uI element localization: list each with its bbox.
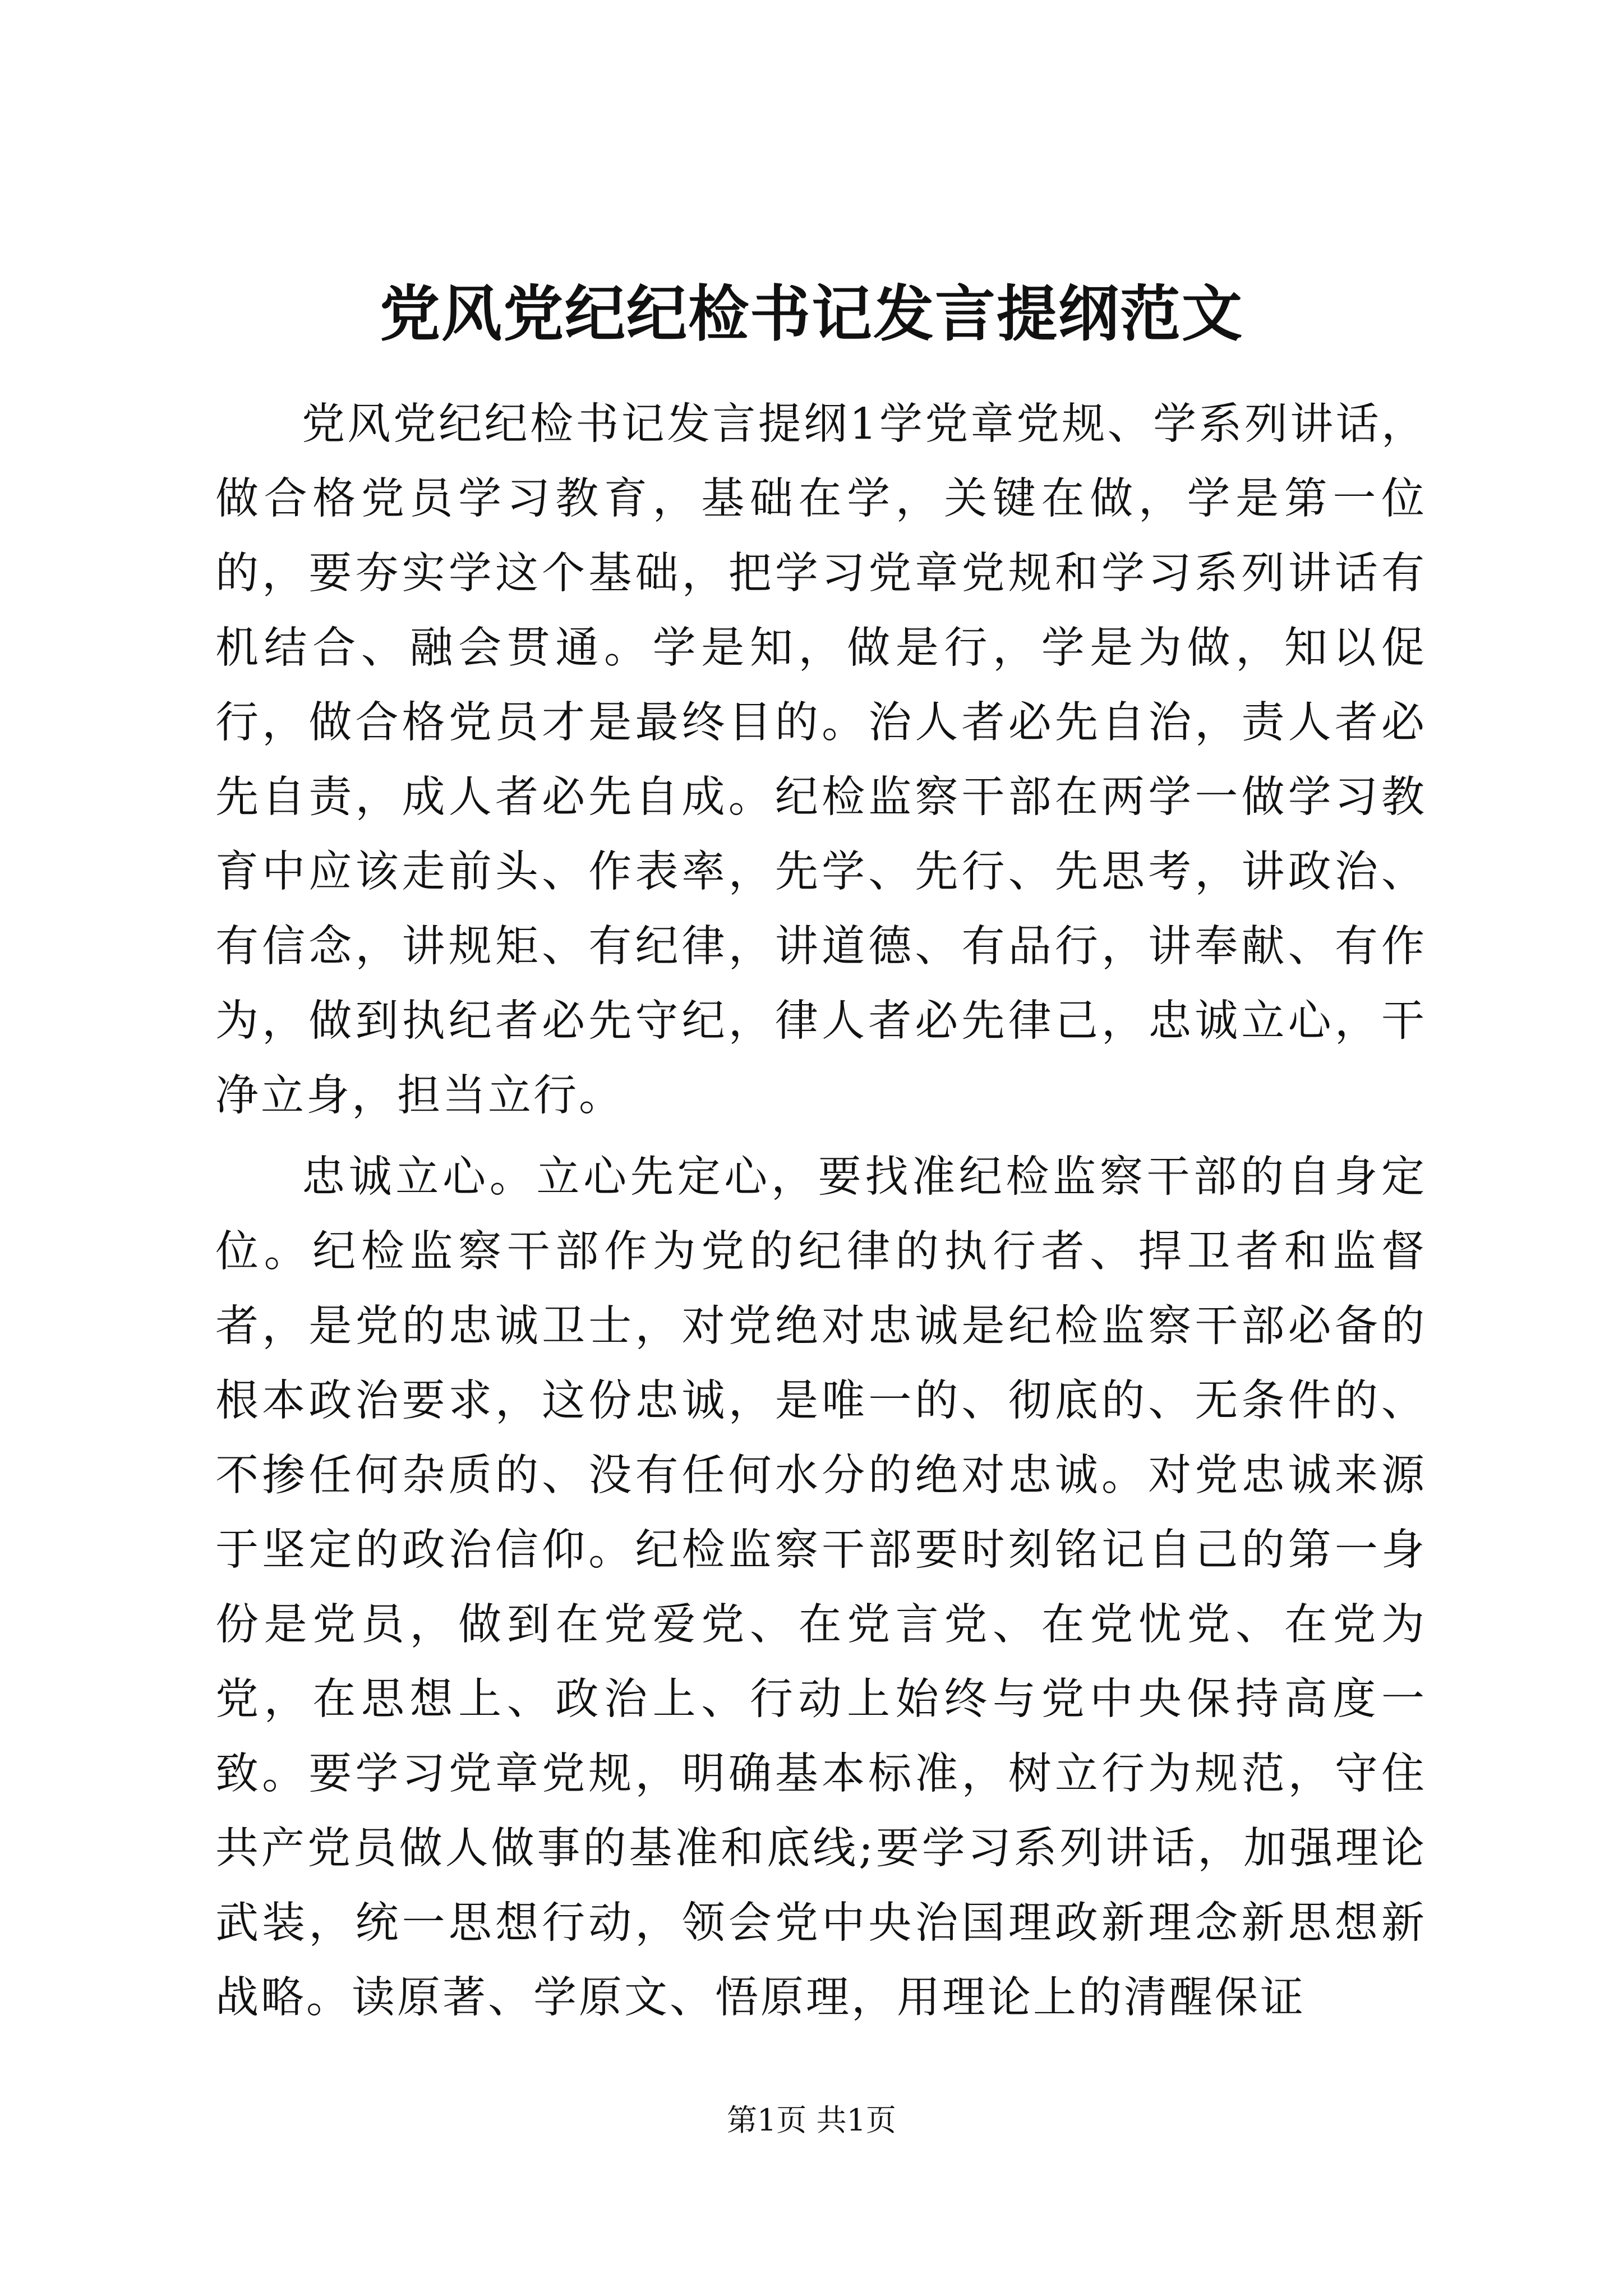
paragraph-2: 忠诚立心。立心先定心，要找准纪检监察干部的自身定位。纪检监察干部作为党的纪律的执行者、捍卫者和监督者，是党的忠诚卫士，对党绝对忠诚是纪检监察干部必备的根本政治要求，这份忠诚，是唯一的、彻底的、无条件的、不掺任何杂质的、没有任何水分的绝对忠诚。对党忠诚来源于坚定的政治信仰。纪检监察干部要时刻铭记自己的第一身份是党员，做到在党爱党、在党言党、在党忧党、在党为党，在思想上、政治上、行动上始终与党中央保持高度一致。要学习党章党规，明确基本标准，树立行为规范，守住共产党员做人做事的基准和底线;要学习系列讲话，加强理论武装，统一思想行动，领会党中央治国理政新理念新思想新战略。读原著、学原文、悟原理，用理论上的清醒保证	[215, 1152, 1427, 2023]
page-footer: 第1页 共1页	[727, 2102, 896, 2138]
document-title: 党风党纪纪检书记发言提纲范文	[379, 279, 1243, 349]
paragraph-1: 党风党纪纪检书记发言提纲1学党章党规、学系列讲话，做合格党员学习教育，基础在学，关键在做，学是第一位的，要夯实学这个基础，把学习党章党规和学习系列讲话有机结合、融会贯通。学是知，做是行，学是为做，知以促行，做合格党员才是最终目的。治人者必先自治，责人者必先自责，成人者必先自成。纪检监察干部在两学一做学习教育中应该走前头、作表率，先学、先行、先思考，讲政治、有信念，讲规矩、有纪律，讲道德、有品行，讲奉献、有作为，做到执纪者必先守纪，律人者必先律己，忠诚立心，干净立身，担当立行。	[215, 399, 1427, 1121]
document-body	[215, 387, 1427, 2035]
